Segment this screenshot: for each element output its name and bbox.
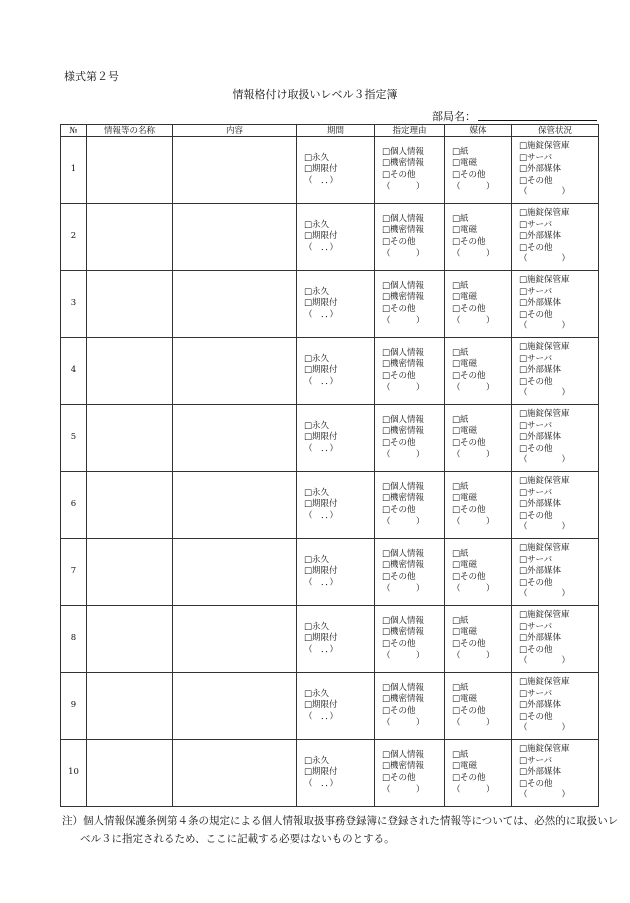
storage-checkbox[interactable]: □外部媒体 bbox=[519, 499, 562, 510]
medium-cell bbox=[445, 338, 512, 405]
reason-cell bbox=[375, 204, 445, 271]
storage-cell bbox=[512, 271, 599, 338]
reason-checkbox[interactable]: □その他 bbox=[382, 170, 416, 180]
content-field[interactable] bbox=[173, 137, 297, 204]
reason-checkbox[interactable]: □個人情報 bbox=[382, 280, 425, 291]
period-cell bbox=[297, 740, 375, 807]
reason-other-field[interactable]: （ ） bbox=[382, 382, 425, 393]
reason-options bbox=[375, 214, 444, 260]
medium-other-field[interactable]: （ ） bbox=[452, 181, 495, 192]
storage-checkbox[interactable]: □サーバ bbox=[519, 554, 553, 565]
period-options bbox=[297, 421, 374, 456]
reason-checkbox[interactable]: □機密情報 bbox=[382, 560, 425, 571]
storage-other-field[interactable]: （ ） bbox=[519, 254, 571, 265]
table-header-row bbox=[61, 125, 599, 137]
medium-checkbox[interactable]: □その他 bbox=[452, 304, 486, 314]
table-row bbox=[61, 204, 599, 271]
storage-checkbox[interactable]: □施錠保管庫 bbox=[519, 677, 570, 688]
medium-checkbox[interactable]: □紙 bbox=[452, 682, 469, 693]
row-number: 10 bbox=[61, 740, 87, 807]
medium-checkbox[interactable]: □電磁 bbox=[452, 426, 478, 437]
reason-options bbox=[375, 482, 444, 528]
reason-checkbox[interactable]: □機密情報 bbox=[382, 493, 425, 504]
storage-checkbox[interactable]: □外部媒体 bbox=[519, 700, 562, 711]
storage-options bbox=[512, 677, 598, 735]
storage-other-field[interactable]: （ ） bbox=[519, 455, 571, 466]
storage-cell bbox=[512, 673, 599, 740]
info-name-field[interactable] bbox=[87, 204, 173, 271]
storage-checkbox[interactable]: □施錠保管庫 bbox=[519, 543, 570, 554]
medium-checkbox[interactable]: □紙 bbox=[452, 414, 469, 425]
info-name-field[interactable] bbox=[87, 740, 173, 807]
period-checkbox[interactable]: □期限付 bbox=[304, 231, 338, 242]
period-checkbox[interactable]: □永久 bbox=[304, 688, 330, 699]
medium-cell bbox=[445, 137, 512, 204]
medium-checkbox[interactable]: □電磁 bbox=[452, 493, 478, 504]
period-other-field[interactable]: （ ．．） bbox=[304, 577, 339, 588]
period-options bbox=[297, 689, 374, 724]
reason-cell bbox=[375, 405, 445, 472]
reason-options bbox=[375, 750, 444, 796]
period-options bbox=[297, 153, 374, 188]
row-number: 6 bbox=[61, 472, 87, 539]
medium-checkbox[interactable]: □紙 bbox=[452, 615, 469, 626]
storage-checkbox[interactable]: □施錠保管庫 bbox=[519, 409, 570, 420]
reason-checkbox[interactable]: □機密情報 bbox=[382, 158, 425, 169]
info-name-field[interactable] bbox=[87, 338, 173, 405]
header-period: 期間 bbox=[297, 125, 375, 137]
medium-checkbox[interactable]: □紙 bbox=[452, 481, 469, 492]
period-checkbox[interactable]: □永久 bbox=[304, 554, 330, 565]
medium-checkbox[interactable]: □紙 bbox=[452, 280, 469, 291]
period-cell bbox=[297, 606, 375, 673]
period-checkbox[interactable]: □永久 bbox=[304, 621, 330, 632]
medium-options bbox=[445, 683, 511, 729]
reason-checkbox[interactable]: □機密情報 bbox=[382, 426, 425, 437]
reason-checkbox[interactable]: □その他 bbox=[382, 505, 416, 515]
period-checkbox[interactable]: □永久 bbox=[304, 286, 330, 297]
period-other-field[interactable]: （ ．．） bbox=[304, 376, 339, 387]
storage-other-field[interactable]: （ ） bbox=[519, 522, 571, 533]
reason-other-field[interactable]: （ ） bbox=[382, 516, 425, 527]
storage-checkbox[interactable]: □外部媒体 bbox=[519, 298, 562, 309]
content-field[interactable] bbox=[173, 539, 297, 606]
period-checkbox[interactable]: □期限付 bbox=[304, 164, 338, 175]
storage-options bbox=[512, 409, 598, 467]
medium-other-field[interactable]: （ ） bbox=[452, 717, 495, 728]
period-checkbox[interactable]: □永久 bbox=[304, 487, 330, 498]
period-cell bbox=[297, 539, 375, 606]
storage-checkbox[interactable]: □その他 bbox=[519, 242, 553, 253]
table-row bbox=[61, 472, 599, 539]
period-other-field[interactable]: （ ．．） bbox=[304, 510, 339, 521]
reason-checkbox[interactable]: □機密情報 bbox=[382, 359, 425, 370]
storage-options bbox=[512, 275, 598, 333]
reason-checkbox[interactable]: □個人情報 bbox=[382, 615, 425, 626]
storage-checkbox[interactable]: □施錠保管庫 bbox=[519, 275, 570, 286]
storage-cell bbox=[512, 204, 599, 271]
reason-checkbox[interactable]: □その他 bbox=[382, 237, 416, 247]
reason-checkbox[interactable]: □個人情報 bbox=[382, 213, 425, 224]
reason-cell bbox=[375, 539, 445, 606]
period-checkbox[interactable]: □期限付 bbox=[304, 298, 338, 309]
reason-checkbox[interactable]: □個人情報 bbox=[382, 414, 425, 425]
reason-cell bbox=[375, 338, 445, 405]
period-other-field[interactable]: （ ．．） bbox=[304, 443, 339, 454]
medium-options bbox=[445, 549, 511, 595]
reason-cell bbox=[375, 740, 445, 807]
storage-checkbox[interactable]: □外部媒体 bbox=[519, 566, 562, 577]
reason-other-field[interactable]: （ ） bbox=[382, 784, 425, 795]
period-checkbox[interactable]: □期限付 bbox=[304, 365, 338, 376]
storage-options bbox=[512, 543, 598, 601]
content-field[interactable] bbox=[173, 606, 297, 673]
storage-cell bbox=[512, 405, 599, 472]
storage-checkbox[interactable]: □サーバ bbox=[519, 353, 553, 364]
reason-checkbox[interactable]: □機密情報 bbox=[382, 225, 425, 236]
medium-checkbox[interactable]: □紙 bbox=[452, 213, 469, 224]
storage-checkbox[interactable]: □その他 bbox=[519, 510, 553, 521]
storage-other-field[interactable]: （ ） bbox=[519, 723, 571, 734]
content-field[interactable] bbox=[173, 271, 297, 338]
reason-other-field[interactable]: （ ） bbox=[382, 248, 425, 259]
medium-checkbox[interactable]: □電磁 bbox=[452, 761, 478, 772]
medium-checkbox[interactable]: □その他 bbox=[452, 438, 486, 448]
period-options bbox=[297, 756, 374, 791]
medium-checkbox[interactable]: □紙 bbox=[452, 548, 469, 559]
storage-checkbox[interactable]: □外部媒体 bbox=[519, 633, 562, 644]
reason-checkbox[interactable]: □個人情報 bbox=[382, 548, 425, 559]
storage-options bbox=[512, 476, 598, 534]
period-checkbox[interactable]: □期限付 bbox=[304, 432, 338, 443]
row-number: 1 bbox=[61, 137, 87, 204]
storage-cell bbox=[512, 606, 599, 673]
medium-other-field[interactable]: （ ） bbox=[452, 516, 495, 527]
period-checkbox[interactable]: □永久 bbox=[304, 353, 330, 364]
storage-checkbox[interactable]: □サーバ bbox=[519, 219, 553, 230]
storage-checkbox[interactable]: □サーバ bbox=[519, 152, 553, 163]
medium-options bbox=[445, 482, 511, 528]
medium-options bbox=[445, 281, 511, 327]
footnote: 注）個人情報保護条例第４条の規定による個人情報取扱事務登録簿に登録された情報等については、必然的に取扱いレベル３に指定されるため、ここに記載する必要はないものとする。 bbox=[62, 815, 619, 845]
header-storage: 保管状況 bbox=[512, 125, 599, 137]
period-other-field[interactable]: （ ．．） bbox=[304, 711, 339, 722]
storage-other-field[interactable]: （ ） bbox=[519, 321, 571, 332]
medium-checkbox[interactable]: □その他 bbox=[452, 639, 486, 649]
period-options bbox=[297, 488, 374, 523]
reason-other-field[interactable]: （ ） bbox=[382, 449, 425, 460]
period-cell bbox=[297, 204, 375, 271]
storage-cell bbox=[512, 472, 599, 539]
medium-other-field[interactable]: （ ） bbox=[452, 315, 495, 326]
storage-options bbox=[512, 208, 598, 266]
reason-options bbox=[375, 281, 444, 327]
storage-checkbox[interactable]: □施錠保管庫 bbox=[519, 476, 570, 487]
storage-checkbox[interactable]: □その他 bbox=[519, 376, 553, 387]
info-name-field[interactable] bbox=[87, 673, 173, 740]
storage-checkbox[interactable]: □サーバ bbox=[519, 621, 553, 632]
medium-checkbox[interactable]: □その他 bbox=[452, 706, 486, 716]
storage-checkbox[interactable]: □サーバ bbox=[519, 286, 553, 297]
reason-checkbox[interactable]: □機密情報 bbox=[382, 761, 425, 772]
medium-other-field[interactable]: （ ） bbox=[452, 650, 495, 661]
reason-checkbox[interactable]: □個人情報 bbox=[382, 682, 425, 693]
designation-register-table bbox=[60, 124, 599, 807]
reason-options bbox=[375, 616, 444, 662]
medium-checkbox[interactable]: □紙 bbox=[452, 146, 469, 157]
medium-cell bbox=[445, 539, 512, 606]
storage-checkbox[interactable]: □外部媒体 bbox=[519, 365, 562, 376]
storage-options bbox=[512, 141, 598, 199]
storage-checkbox[interactable]: □その他 bbox=[519, 778, 553, 789]
period-cell bbox=[297, 673, 375, 740]
storage-checkbox[interactable]: □施錠保管庫 bbox=[519, 610, 570, 621]
department-label: 部局名： bbox=[432, 110, 476, 123]
content-field[interactable] bbox=[173, 673, 297, 740]
reason-cell bbox=[375, 271, 445, 338]
reason-cell bbox=[375, 606, 445, 673]
info-name-field[interactable] bbox=[87, 137, 173, 204]
period-checkbox[interactable]: □期限付 bbox=[304, 566, 338, 577]
reason-other-field[interactable]: （ ） bbox=[382, 583, 425, 594]
period-options bbox=[297, 555, 374, 590]
table-row bbox=[61, 405, 599, 472]
table-row bbox=[61, 740, 599, 807]
medium-cell bbox=[445, 271, 512, 338]
reason-checkbox[interactable]: □その他 bbox=[382, 639, 416, 649]
medium-checkbox[interactable]: □その他 bbox=[452, 170, 486, 180]
header-no: № bbox=[61, 125, 87, 137]
reason-checkbox[interactable]: □個人情報 bbox=[382, 146, 425, 157]
info-name-field[interactable] bbox=[87, 472, 173, 539]
row-number: 7 bbox=[61, 539, 87, 606]
info-name-field[interactable] bbox=[87, 271, 173, 338]
reason-checkbox[interactable]: □その他 bbox=[382, 706, 416, 716]
medium-cell bbox=[445, 405, 512, 472]
period-options bbox=[297, 622, 374, 657]
reason-options bbox=[375, 549, 444, 595]
table-row bbox=[61, 539, 599, 606]
period-checkbox[interactable]: □永久 bbox=[304, 219, 330, 230]
storage-checkbox[interactable]: □外部媒体 bbox=[519, 164, 562, 175]
reason-checkbox[interactable]: □個人情報 bbox=[382, 481, 425, 492]
storage-checkbox[interactable]: □外部媒体 bbox=[519, 767, 562, 778]
period-other-field[interactable]: （ ．．） bbox=[304, 242, 339, 253]
storage-options bbox=[512, 610, 598, 668]
period-other-field[interactable]: （ ．．） bbox=[304, 778, 339, 789]
info-name-field[interactable] bbox=[87, 405, 173, 472]
period-checkbox[interactable]: □永久 bbox=[304, 755, 330, 766]
row-number: 8 bbox=[61, 606, 87, 673]
row-number: 5 bbox=[61, 405, 87, 472]
storage-checkbox[interactable]: □外部媒体 bbox=[519, 231, 562, 242]
period-cell bbox=[297, 271, 375, 338]
medium-checkbox[interactable]: □電磁 bbox=[452, 627, 478, 638]
reason-checkbox[interactable]: □その他 bbox=[382, 572, 416, 582]
medium-checkbox[interactable]: □その他 bbox=[452, 572, 486, 582]
medium-checkbox[interactable]: □電磁 bbox=[452, 225, 478, 236]
reason-checkbox[interactable]: □その他 bbox=[382, 371, 416, 381]
medium-checkbox[interactable]: □その他 bbox=[452, 773, 486, 783]
period-checkbox[interactable]: □永久 bbox=[304, 420, 330, 431]
medium-cell bbox=[445, 606, 512, 673]
storage-checkbox[interactable]: □その他 bbox=[519, 309, 553, 320]
reason-checkbox[interactable]: □その他 bbox=[382, 304, 416, 314]
medium-options bbox=[445, 616, 511, 662]
table-row bbox=[61, 673, 599, 740]
period-checkbox[interactable]: □永久 bbox=[304, 152, 330, 163]
period-checkbox[interactable]: □期限付 bbox=[304, 499, 338, 510]
storage-checkbox[interactable]: □外部媒体 bbox=[519, 432, 562, 443]
storage-checkbox[interactable]: □施錠保管庫 bbox=[519, 141, 570, 152]
period-cell bbox=[297, 137, 375, 204]
period-cell bbox=[297, 472, 375, 539]
reason-cell bbox=[375, 472, 445, 539]
reason-options bbox=[375, 348, 444, 394]
storage-cell bbox=[512, 338, 599, 405]
reason-options bbox=[375, 147, 444, 193]
table-row bbox=[61, 137, 599, 204]
period-options bbox=[297, 220, 374, 255]
storage-other-field[interactable]: （ ） bbox=[519, 790, 571, 801]
medium-options bbox=[445, 415, 511, 461]
medium-checkbox[interactable]: □電磁 bbox=[452, 694, 478, 705]
reason-other-field[interactable]: （ ） bbox=[382, 315, 425, 326]
period-other-field[interactable]: （ ．．） bbox=[304, 309, 339, 320]
content-field[interactable] bbox=[173, 740, 297, 807]
reason-checkbox[interactable]: □その他 bbox=[382, 438, 416, 448]
reason-options bbox=[375, 683, 444, 729]
table-row bbox=[61, 271, 599, 338]
medium-options bbox=[445, 214, 511, 260]
medium-other-field[interactable]: （ ） bbox=[452, 382, 495, 393]
table-row bbox=[61, 606, 599, 673]
row-number: 4 bbox=[61, 338, 87, 405]
storage-other-field[interactable]: （ ） bbox=[519, 656, 571, 667]
medium-options bbox=[445, 750, 511, 796]
document-title: 情報格付け取扱いレベル３指定簿 bbox=[232, 88, 398, 101]
medium-cell bbox=[445, 673, 512, 740]
reason-cell bbox=[375, 137, 445, 204]
content-field[interactable] bbox=[173, 204, 297, 271]
reason-checkbox[interactable]: □機密情報 bbox=[382, 627, 425, 638]
period-cell bbox=[297, 405, 375, 472]
form-number: 様式第２号 bbox=[64, 70, 119, 83]
reason-cell bbox=[375, 673, 445, 740]
reason-options bbox=[375, 415, 444, 461]
period-options bbox=[297, 354, 374, 389]
medium-checkbox[interactable]: □電磁 bbox=[452, 292, 478, 303]
reason-checkbox[interactable]: □個人情報 bbox=[382, 347, 425, 358]
storage-checkbox[interactable]: □サーバ bbox=[519, 420, 553, 431]
storage-cell bbox=[512, 740, 599, 807]
storage-checkbox[interactable]: □サーバ bbox=[519, 487, 553, 498]
row-number: 9 bbox=[61, 673, 87, 740]
period-cell bbox=[297, 338, 375, 405]
medium-other-field[interactable]: （ ） bbox=[452, 784, 495, 795]
storage-options bbox=[512, 342, 598, 400]
medium-cell bbox=[445, 472, 512, 539]
medium-other-field[interactable]: （ ） bbox=[452, 583, 495, 594]
header-medium: 媒体 bbox=[445, 125, 512, 137]
period-checkbox[interactable]: □期限付 bbox=[304, 633, 338, 644]
medium-other-field[interactable]: （ ） bbox=[452, 449, 495, 460]
medium-cell bbox=[445, 204, 512, 271]
content-field[interactable] bbox=[173, 405, 297, 472]
storage-checkbox[interactable]: □施錠保管庫 bbox=[519, 744, 570, 755]
header-reason: 指定理由 bbox=[375, 125, 445, 137]
storage-checkbox[interactable]: □サーバ bbox=[519, 755, 553, 766]
medium-checkbox[interactable]: □紙 bbox=[452, 749, 469, 760]
storage-checkbox[interactable]: □施錠保管庫 bbox=[519, 342, 570, 353]
content-field[interactable] bbox=[173, 338, 297, 405]
reason-other-field[interactable]: （ ） bbox=[382, 650, 425, 661]
medium-options bbox=[445, 348, 511, 394]
table-row bbox=[61, 338, 599, 405]
header-name: 情報等の名称 bbox=[87, 125, 173, 137]
medium-checkbox[interactable]: □電磁 bbox=[452, 158, 478, 169]
storage-checkbox[interactable]: □その他 bbox=[519, 443, 553, 454]
storage-options bbox=[512, 744, 598, 802]
content-field[interactable] bbox=[173, 472, 297, 539]
medium-checkbox[interactable]: □その他 bbox=[452, 505, 486, 515]
storage-checkbox[interactable]: □サーバ bbox=[519, 688, 553, 699]
storage-checkbox[interactable]: □その他 bbox=[519, 175, 553, 186]
row-number: 3 bbox=[61, 271, 87, 338]
storage-other-field[interactable]: （ ） bbox=[519, 589, 571, 600]
medium-checkbox[interactable]: □その他 bbox=[452, 371, 486, 381]
storage-checkbox[interactable]: □施錠保管庫 bbox=[519, 208, 570, 219]
medium-checkbox[interactable]: □紙 bbox=[452, 347, 469, 358]
medium-checkbox[interactable]: □その他 bbox=[452, 237, 486, 247]
period-options bbox=[297, 287, 374, 322]
medium-options bbox=[445, 147, 511, 193]
storage-checkbox[interactable]: □その他 bbox=[519, 711, 553, 722]
storage-other-field[interactable]: （ ） bbox=[519, 388, 571, 399]
period-other-field[interactable]: （ ．．） bbox=[304, 175, 339, 186]
medium-cell bbox=[445, 740, 512, 807]
row-number: 2 bbox=[61, 204, 87, 271]
storage-checkbox[interactable]: □その他 bbox=[519, 644, 553, 655]
reason-checkbox[interactable]: □個人情報 bbox=[382, 749, 425, 760]
reason-other-field[interactable]: （ ） bbox=[382, 717, 425, 728]
medium-checkbox[interactable]: □電磁 bbox=[452, 560, 478, 571]
info-name-field[interactable] bbox=[87, 606, 173, 673]
medium-checkbox[interactable]: □電磁 bbox=[452, 359, 478, 370]
storage-other-field[interactable]: （ ） bbox=[519, 187, 571, 198]
period-checkbox[interactable]: □期限付 bbox=[304, 700, 338, 711]
reason-checkbox[interactable]: □機密情報 bbox=[382, 292, 425, 303]
medium-other-field[interactable]: （ ） bbox=[452, 248, 495, 259]
storage-checkbox[interactable]: □その他 bbox=[519, 577, 553, 588]
reason-checkbox[interactable]: □機密情報 bbox=[382, 694, 425, 705]
reason-checkbox[interactable]: □その他 bbox=[382, 773, 416, 783]
storage-cell bbox=[512, 137, 599, 204]
header-content: 内容 bbox=[173, 125, 297, 137]
storage-cell bbox=[512, 539, 599, 606]
info-name-field[interactable] bbox=[87, 539, 173, 606]
reason-other-field[interactable]: （ ） bbox=[382, 181, 425, 192]
department-field-line[interactable] bbox=[478, 120, 597, 121]
period-checkbox[interactable]: □期限付 bbox=[304, 767, 338, 778]
period-other-field[interactable]: （ ．．） bbox=[304, 644, 339, 655]
